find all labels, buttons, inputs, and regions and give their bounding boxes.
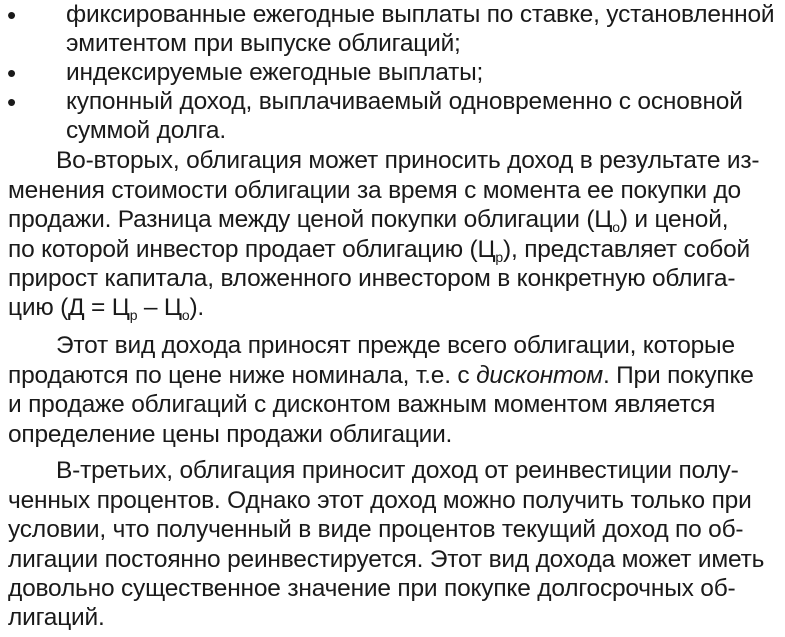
bullet-marker: • (7, 58, 17, 88)
text-run: ). (189, 294, 205, 321)
text-run: по которой инвестор продает облигацию (Ц (8, 236, 496, 263)
bullet-marker: • (7, 0, 17, 30)
paragraph-3-line-5: довольно существенное значение при покупке долгосрочных об- (8, 575, 736, 602)
paragraph-2-line-2 (8, 361, 754, 391)
subscript: о (181, 307, 190, 323)
emphasis-term: дисконтом (476, 362, 603, 389)
paragraph-3-line-2: ченных процентов. Однако этот доход можно получить только при (8, 487, 752, 514)
bullet-3-line-2: суммой долга. (66, 117, 226, 144)
paragraph-2-line-4: определение цены продажи облигации. (8, 421, 453, 448)
text-run: ), представляет собой (503, 236, 751, 263)
subscript: р (495, 249, 504, 265)
paragraph-1-line-6 (8, 293, 204, 323)
paragraph-2-line-1: Этот вид дохода приносят прежде всего облигации, которые (56, 332, 735, 359)
paragraph-3-line-1: В-третьих, облигация приносит доход от реинвестиции полу- (56, 457, 739, 484)
paragraph-1-line-2: менения стоимости облигации за время с момента ее покупки до (8, 177, 741, 204)
paragraph-1-line-3 (8, 205, 728, 235)
paragraph-1-line-5: прирост капитала, вложенного инвестором в конкретную облига- (8, 265, 736, 292)
paragraph-3-line-3: условии, что полученный в виде процентов текущий доход по об- (8, 516, 744, 543)
text-run: – Ц (137, 294, 182, 321)
bullet-1-line-1: фиксированные ежегодные выплаты по ставке, установленной (66, 1, 775, 28)
paragraph-2-line-3: и продаже облигаций с дисконтом важным моментом является (8, 391, 716, 418)
paragraph-1-line-4 (8, 235, 750, 265)
bullet-3-line-1: купонный доход, выплачиваемый одновременно с основной (66, 88, 743, 115)
paragraph-3-line-6: лигаций. (8, 604, 105, 631)
bullet-marker: • (7, 87, 17, 117)
bullet-1-line-2: эмитентом при выпуске облигаций; (66, 30, 461, 57)
paragraph-1-line-1: Во-вторых, облигация может приносить доход в результате из- (56, 147, 760, 174)
bullet-2-line-1: индексируемые ежегодные выплаты; (66, 59, 484, 86)
paragraph-3-line-4: лигации постоянно реинвестируется. Этот вид дохода может иметь (8, 546, 765, 573)
subscript: о (612, 219, 620, 235)
text-run: продажи. Разница между ценой покупки облигации (Ц (8, 206, 613, 233)
text-run: . При покупке (602, 362, 754, 389)
text-run: продаются по цене ниже номинала, т.е. с (8, 362, 477, 389)
text-run: ) и ценой, (619, 206, 729, 233)
text-run: цию (Д = Ц (8, 294, 130, 321)
subscript: р (129, 307, 138, 323)
